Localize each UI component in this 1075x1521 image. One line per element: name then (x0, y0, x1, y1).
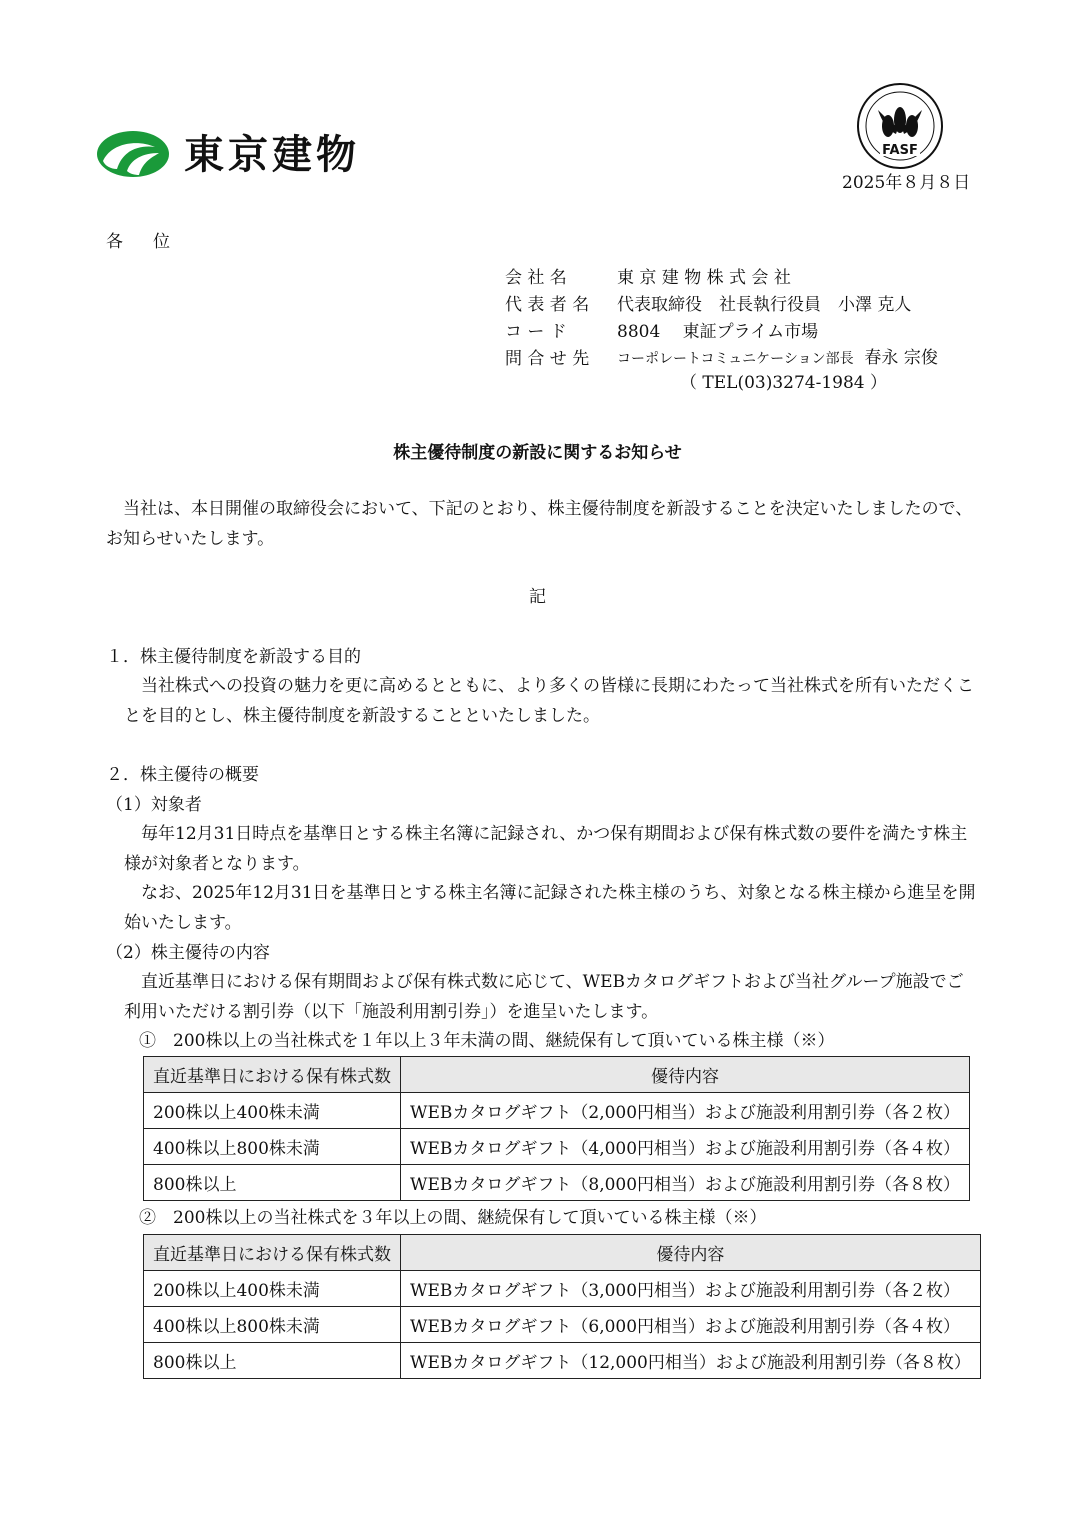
header-shares: 直近基準日における保有株式数 (144, 1057, 401, 1093)
company-info (505, 264, 938, 372)
cell-benefit: WEBカタログギフト（3,000円相当）および施設利用割引券（各２枚） (401, 1271, 981, 1307)
cell-shares: 400株以上800株未満 (144, 1129, 401, 1165)
info-label: 問 合 せ 先 (505, 348, 590, 369)
document-title: 株主優待制度の新設に関するお知らせ (393, 443, 682, 463)
addressee: 各位 (106, 232, 200, 252)
company-logo-icon (97, 131, 169, 177)
info-row-representative (505, 291, 938, 318)
info-label: コ ー ド (505, 321, 567, 342)
benefits-table-2 (143, 1234, 981, 1379)
cell-shares: 200株以上400株未満 (144, 1271, 401, 1307)
contact-name: 春永 宗俊 (864, 348, 938, 368)
info-label: 代 表 者 名 (505, 294, 590, 315)
table-row (144, 1343, 981, 1379)
info-value: 代表取締役 社長執行役員 小澤 克人 (617, 294, 912, 315)
section-2-2-body: 直近基準日における保有期間および保有株式数に応じて、WEBカタログギフトおよび当社グループ施設でご利用いただける割引券（以下「施設利用割引券」）を進呈いたします。 (124, 972, 964, 1022)
table-1-caption: ① 200株以上の当社株式を１年以上３年未満の間、継続保有して頂いている株主様（※） (139, 1031, 835, 1051)
header-shares: 直近基準日における保有株式数 (144, 1235, 401, 1271)
company-logo-text: 東京建物 (184, 132, 360, 178)
fasf-seal-icon (856, 82, 944, 170)
info-row-code (505, 318, 938, 345)
header-benefit: 優待内容 (401, 1235, 981, 1271)
table-header-row (144, 1235, 981, 1271)
cell-benefit: WEBカタログギフト（6,000円相当）および施設利用割引券（各４枚） (401, 1307, 981, 1343)
contact-tel: （ TEL(03)3274-1984 ） (680, 373, 888, 393)
cell-benefit: WEBカタログギフト（8,000円相当）および施設利用割引券（各８枚） (401, 1165, 970, 1201)
intro-paragraph: 当社は、本日開催の取締役会において、下記のとおり、株主優待制度を新設することを決定いたしましたので、お知らせいたします。 (106, 499, 973, 549)
svg-text:FASF: FASF (882, 143, 918, 158)
cell-benefit: WEBカタログギフト（12,000円相当）および施設利用割引券（各８枚） (401, 1343, 981, 1379)
benefits-table-1 (143, 1056, 970, 1201)
cell-shares: 400株以上800株未満 (144, 1307, 401, 1343)
section-2-2-heading: （2）株主優待の内容 (106, 943, 270, 963)
table-2-caption: ② 200株以上の当社株式を３年以上の間、継続保有して頂いている株主様（※） (139, 1208, 767, 1228)
info-value: 東 京 建 物 株 式 会 社 (617, 267, 791, 288)
table-row (144, 1271, 981, 1307)
section-2-1-body-1: 毎年12月31日時点を基準日とする株主名簿に記録され、かつ保有期間および保有株式数の要件を満たす株主様が対象者となります。 (124, 824, 968, 874)
section-2-1-body-2: なお、2025年12月31日を基準日とする株主名簿に記録された株主様のうち、対象となる株主様から進呈を開始いたします。 (124, 883, 976, 933)
header-benefit: 優待内容 (401, 1057, 970, 1093)
table-row (144, 1093, 970, 1129)
cell-benefit: WEBカタログギフト（4,000円相当）および施設利用割引券（各４枚） (401, 1129, 970, 1165)
cell-shares: 800株以上 (144, 1343, 401, 1379)
info-row-contact (505, 345, 938, 372)
cell-shares: 800株以上 (144, 1165, 401, 1201)
cell-shares: 200株以上400株未満 (144, 1093, 401, 1129)
table-row (144, 1165, 970, 1201)
table-row (144, 1129, 970, 1165)
section-1-heading: １．株主優待制度を新設する目的 (106, 647, 361, 667)
section-2-1-heading: （1）対象者 (106, 795, 202, 815)
document-date: 2025年８月８日 (842, 173, 971, 193)
info-row-company (505, 264, 938, 291)
table-header-row (144, 1057, 970, 1093)
table-row (144, 1307, 981, 1343)
ki-heading: 記 (529, 587, 546, 607)
info-value-group (617, 347, 938, 370)
contact-department: コーポレートコミュニケーション部長 (617, 351, 854, 367)
section-1-body: 当社株式への投資の魅力を更に高めるとともに、より多くの皆様に長期にわたって当社株式を所有いただくことを目的とし、株主優待制度を新設することといたしました。 (124, 676, 974, 726)
info-label: 会 社 名 (505, 267, 567, 288)
cell-benefit: WEBカタログギフト（2,000円相当）および施設利用割引券（各２枚） (401, 1093, 970, 1129)
info-value: 8804 東証プライム市場 (617, 321, 819, 342)
section-2-heading: ２．株主優待の概要 (106, 765, 259, 785)
